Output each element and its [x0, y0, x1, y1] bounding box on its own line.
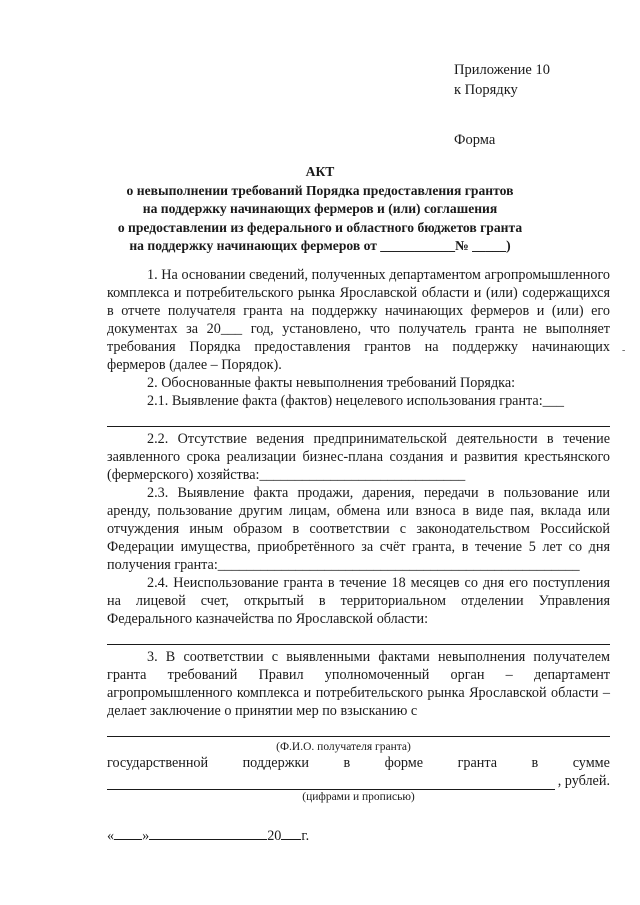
title-line-2: о невыполнении требований Порядка предоставления грантов: [126, 182, 514, 198]
title-line-5: на поддержку начинающих фермеров от ___________№ _____): [129, 238, 511, 253]
sum-row: [107, 772, 610, 790]
date-year-suffix: г.: [301, 828, 310, 844]
blank-day: [114, 826, 142, 840]
margin-mark: -: [622, 345, 626, 356]
date-row: [107, 826, 610, 845]
support-word: поддержки: [242, 755, 309, 771]
blank-month: [149, 826, 267, 840]
blank-line-sum: [107, 775, 555, 790]
title-act: АКТ: [305, 164, 335, 179]
title-line-3: на поддержку начинающих фермеров и (или) соглашения: [142, 201, 498, 216]
support-word: государственной: [107, 755, 209, 771]
document-title: [100, 163, 540, 256]
date-open-quote: «: [107, 828, 115, 844]
paragraph-2-4: 2.4. Неиспользование гранта в течение 18 месяцев со дня его поступления на лицевой счет, открытый в территориальном отделении Управления Федерального казначейства по Ярославской области:: [107, 575, 610, 627]
blank-line-2-1: [107, 412, 610, 427]
support-word: форме: [384, 755, 424, 771]
support-word: в: [343, 755, 351, 771]
appendix-block: [454, 60, 550, 150]
support-word: в: [531, 755, 539, 771]
paragraph-2-2: 2.2. Отсутствие ведения предпринимательской деятельности в течение заявленного срока реализации бизнес-плана создания и развития крестьянского (фермерского) хозяйства:_____________________________: [107, 431, 610, 483]
paragraph-2-1: 2.1. Выявление факта (фактов) нецелевого использования гранта:___: [147, 393, 564, 409]
title-line-4: о предоставлении из федерального и областного бюджетов гранта: [117, 219, 523, 235]
blank-line-2-4: [107, 630, 610, 645]
paragraph-1: 1. На основании сведений, полученных департаментом агропромышленного комплекса и потребительского рынка Ярославской области и (или) содержащихся в отчете получателя гранта на поддержку начинающих фермеров и (или) его документах за 20___ год, установлено, что получатель гранта не выполняет требования Порядка предоставления грантов на поддержку начинающих фермеров (далее – Порядок).: [107, 267, 610, 373]
form-label: Форма: [454, 132, 496, 148]
support-word: сумме: [572, 755, 610, 771]
appendix-reference: к Порядку: [454, 82, 518, 98]
caption-sum: (цифрами и прописью): [302, 791, 415, 803]
blank-year: [281, 826, 301, 840]
date-year-prefix: 20: [267, 828, 282, 844]
appendix-number: Приложение 10: [454, 62, 550, 78]
paragraph-3: 3. В соответствии с выявленными фактами невыполнения получателем гранта требований Правил уполномоченный орган – департамент агропромышленного комплекса и потребительского рынка Ярославской области – делает заключение о принятии мер по взысканию с: [107, 649, 610, 719]
date-close-quote: »: [142, 828, 150, 844]
caption-recipient-name: (Ф.И.О. получателя гранта): [276, 741, 411, 753]
blank-line-recipient-name: [107, 722, 610, 737]
support-word: гранта: [457, 755, 498, 771]
paragraph-2-3: 2.3. Выявление факта продажи, дарения, передачи в пользование или аренду, пользование другим лицам, обмена или взноса в виде пая, вклада или отчуждения иным образом в соответствии с законодательством Российской Федерации имущества, приобретённого за счёт гранта, в течение 5 лет со дня получения гранта:___________________________________________________: [107, 485, 610, 573]
rubles-label: , рублей.: [557, 773, 610, 789]
document-body: [107, 266, 610, 845]
support-words-row: [107, 754, 610, 772]
paragraph-2: 2. Обоснованные факты невыполнения требований Порядка:: [147, 375, 516, 391]
